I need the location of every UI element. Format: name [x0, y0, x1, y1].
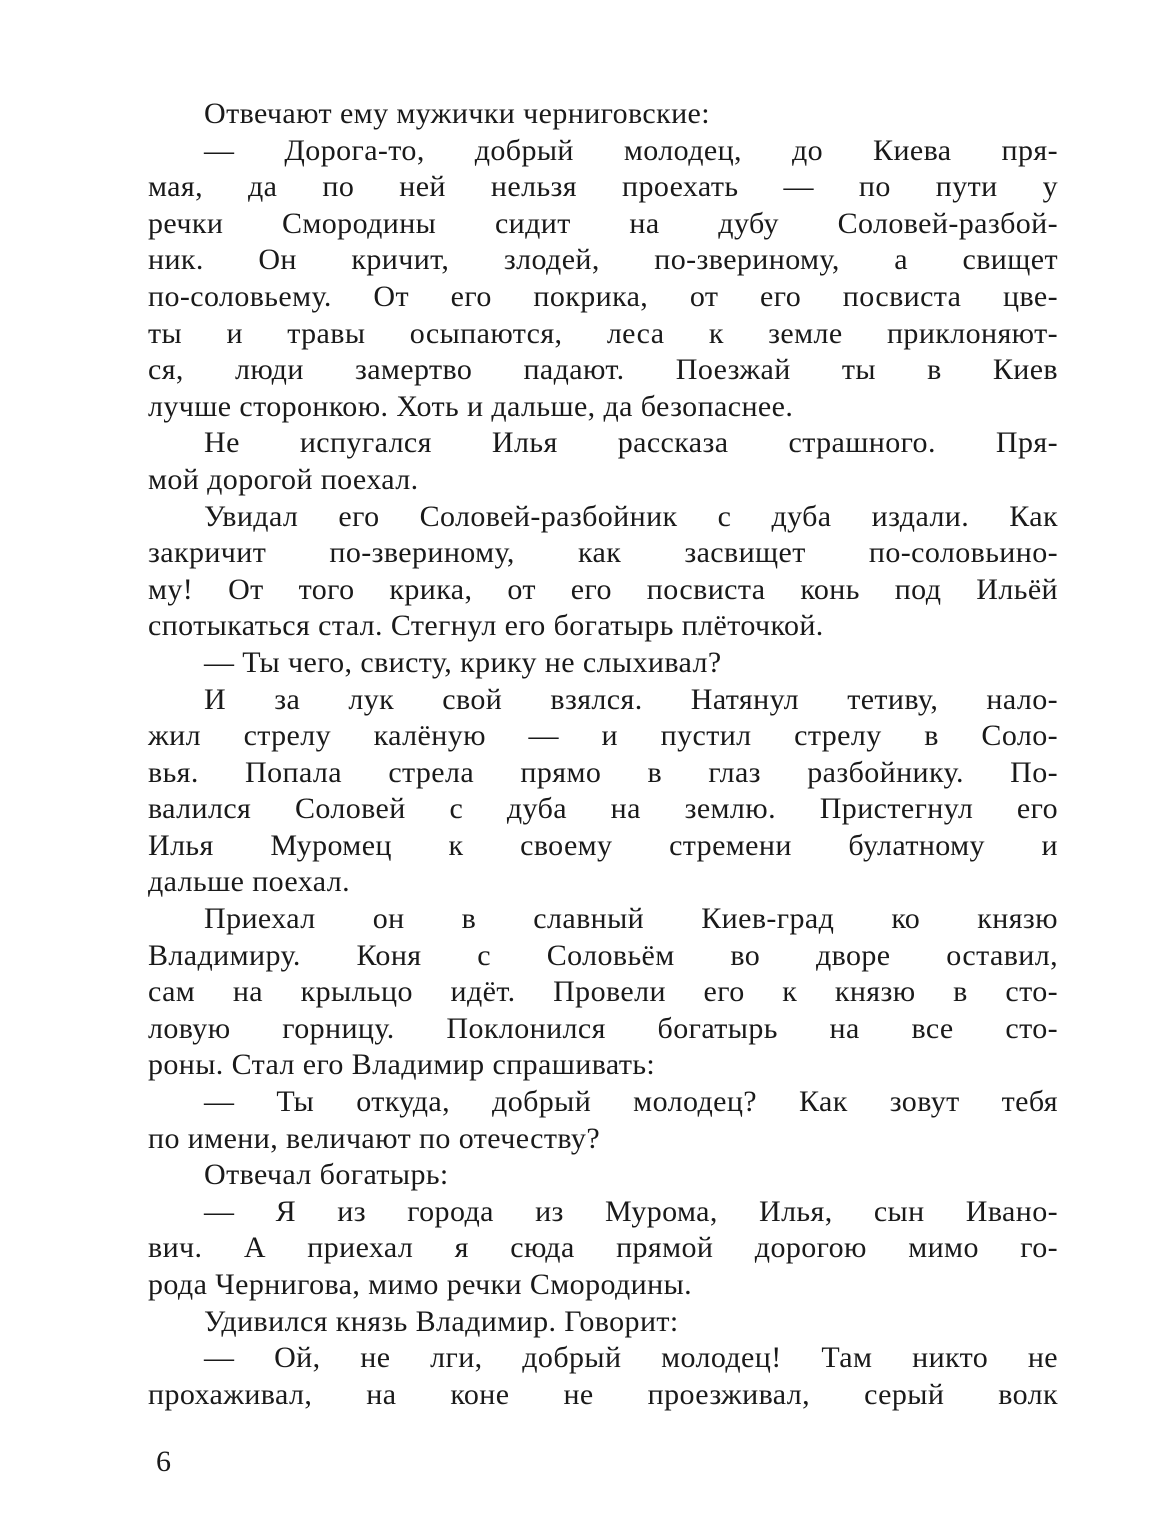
text-line: Отвечал богатырь: [204, 1158, 449, 1192]
text-line: закричит по-звериному, как засвищет по-соловьино- [148, 536, 1058, 570]
text-line: вич. А приехал я сюда прямой дорогою мимо го- [148, 1231, 1058, 1265]
text-line: по имени, величают по отечеству? [148, 1121, 601, 1155]
text-line: Илья Муромец к своему стремени булатному и [148, 828, 1058, 862]
text-line: прохаживал, на коне не проезживал, серый волк [148, 1377, 1058, 1411]
page-number: 6 [156, 1445, 171, 1478]
text-line: роны. Стал его Владимир спрашивать: [148, 1048, 656, 1082]
text-line: — Дорога-то, добрый молодец, до Киева пря- [204, 133, 1058, 167]
book-page-text [148, 96, 1058, 1413]
text-line: И за лук свой взялся. Натянул тетиву, нало- [204, 682, 1058, 716]
text-line: лучше сторонкою. Хоть и дальше, да безопаснее. [148, 389, 794, 423]
text-line: Не испугался Илья рассказа страшного. Пря- [204, 426, 1058, 460]
text-line: Увидал его Соловей-разбойник с дуба издали. Как [204, 499, 1058, 533]
text-line: — Ой, не лги, добрый молодец! Там никто не [204, 1341, 1058, 1375]
text-line: рода Чернигова, мимо речки Смородины. [148, 1268, 693, 1301]
text-line: — Я из города из Мурома, Илья, сын Ивано- [204, 1194, 1058, 1228]
text-line: сам на крыльцо идёт. Провели его к князю в сто- [148, 975, 1058, 1009]
text-line: ты и травы осыпаются, леса к земле приклоняют- [148, 316, 1058, 350]
text-line: вья. Попала стрела прямо в глаз разбойнику. По- [148, 755, 1058, 789]
text-line: Отвечают ему мужички черниговские: [204, 97, 711, 130]
text-line: ся, люди замертво падают. Поезжай ты в Киев [148, 353, 1058, 387]
text-line: ник. Он кричит, злодей, по-звериному, а свищет [148, 243, 1058, 277]
text-line: мой дорогой поехал. [148, 462, 419, 496]
text-line: по-соловьему. От его покрика, от его посвиста цве- [148, 279, 1058, 313]
text-line: ловую горницу. Поклонился богатырь на все сто- [148, 1011, 1058, 1045]
text-line: му! От того крика, от его посвиста конь под Ильёй [148, 572, 1058, 606]
text-line: жил стрелу калёную — и пустил стрелу в Соло- [148, 719, 1058, 753]
text-line: валился Соловей с дуба на землю. Пристегнул его [148, 792, 1058, 826]
text-line: спотыкаться стал. Стегнул его богатырь плёточкой. [148, 609, 824, 643]
text-line: мая, да по ней нельзя проехать — по пути у [148, 170, 1058, 204]
text-line: Приехал он в славный Киев-град ко князю [204, 902, 1058, 936]
text-line: — Ты откуда, добрый молодец? Как зовут тебя [204, 1085, 1058, 1119]
text-line: Владимиру. Коня с Соловьём во дворе оставил, [148, 938, 1058, 972]
text-line: дальше поехал. [148, 865, 351, 899]
text-line: — Ты чего, свисту, крику не слыхивал? [204, 645, 722, 679]
text-line: речки Смородины сидит на дубу Соловей-разбой- [148, 206, 1058, 240]
text-line: Удивился князь Владимир. Говорит: [204, 1304, 679, 1338]
